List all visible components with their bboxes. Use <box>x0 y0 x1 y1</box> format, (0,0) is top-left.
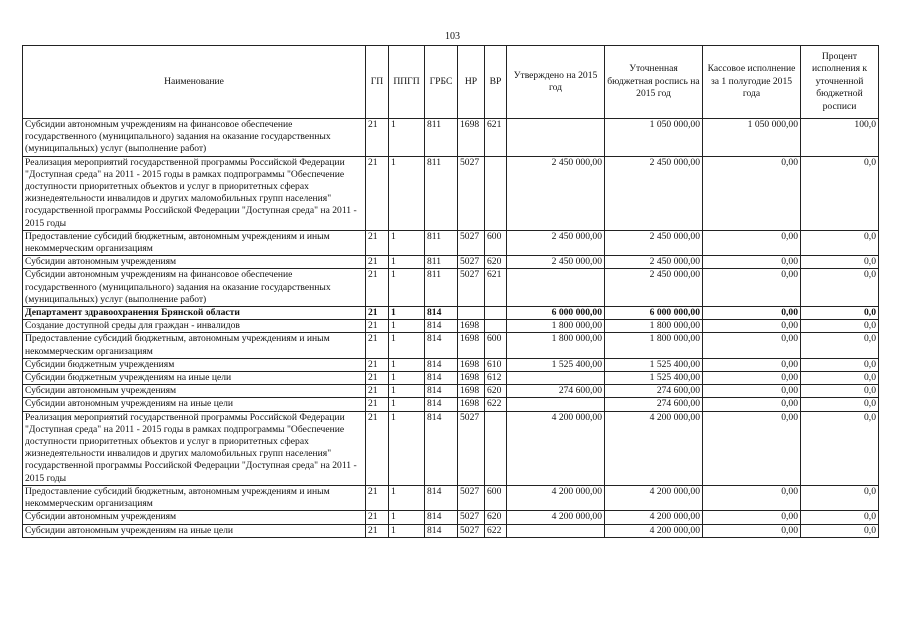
cell-refined: 4 200 000,00 <box>605 485 703 510</box>
cell-gp: 21 <box>366 385 389 398</box>
cell-gp: 21 <box>366 511 389 524</box>
cell-refined: 274 600,00 <box>605 385 703 398</box>
cell-grbs: 814 <box>425 411 458 485</box>
header-grbs: ГРБС <box>425 46 458 119</box>
cell-vr <box>485 411 507 485</box>
table-row <box>23 156 879 230</box>
cell-approved: 2 450 000,00 <box>507 230 605 255</box>
cell-approved <box>507 269 605 307</box>
cell-ppgp: 1 <box>389 485 425 510</box>
table-row <box>23 119 879 157</box>
cell-ppgp: 1 <box>389 358 425 371</box>
cell-cash: 0,00 <box>703 511 801 524</box>
cell-np: 5027 <box>458 156 485 230</box>
cell-name: Субсидии автономным учреждениям на иные цели <box>23 398 366 411</box>
cell-vr: 620 <box>485 511 507 524</box>
cell-ppgp: 1 <box>389 156 425 230</box>
cell-grbs: 811 <box>425 256 458 269</box>
cell-grbs: 814 <box>425 307 458 320</box>
cell-ppgp: 1 <box>389 269 425 307</box>
header-gp: ГП <box>366 46 389 119</box>
header-name: Наименование <box>23 46 366 119</box>
cell-name: Субсидии автономным учреждениям на финансовое обеспечение государственного (муниципального) задания на оказание государственных (муниципальных) услуг (выполнение работ) <box>23 119 366 157</box>
cell-approved: 1 525 400,00 <box>507 358 605 371</box>
cell-name: Субсидии автономным учреждениям <box>23 385 366 398</box>
cell-gp: 21 <box>366 156 389 230</box>
cell-gp: 21 <box>366 119 389 157</box>
cell-approved: 6 000 000,00 <box>507 307 605 320</box>
cell-vr: 600 <box>485 485 507 510</box>
cell-gp: 21 <box>366 320 389 333</box>
cell-cash: 0,00 <box>703 485 801 510</box>
cell-gp: 21 <box>366 230 389 255</box>
cell-ppgp: 1 <box>389 119 425 157</box>
cell-name: Субсидии бюджетным учреждениям на иные цели <box>23 372 366 385</box>
cell-ppgp: 1 <box>389 524 425 537</box>
cell-vr: 600 <box>485 230 507 255</box>
cell-cash: 0,00 <box>703 398 801 411</box>
cell-gp: 21 <box>366 256 389 269</box>
cell-refined: 2 450 000,00 <box>605 230 703 255</box>
cell-approved: 1 800 000,00 <box>507 320 605 333</box>
cell-name: Субсидии автономным учреждениям <box>23 256 366 269</box>
cell-ppgp: 1 <box>389 320 425 333</box>
cell-np <box>458 307 485 320</box>
cell-grbs: 811 <box>425 156 458 230</box>
cell-refined: 1 050 000,00 <box>605 119 703 157</box>
cell-ppgp: 1 <box>389 511 425 524</box>
cell-grbs: 814 <box>425 372 458 385</box>
cell-gp: 21 <box>366 358 389 371</box>
cell-grbs: 814 <box>425 524 458 537</box>
cell-cash: 0,00 <box>703 256 801 269</box>
table-row <box>23 256 879 269</box>
cell-gp: 21 <box>366 333 389 358</box>
cell-percent: 0,0 <box>801 398 879 411</box>
cell-cash: 0,00 <box>703 307 801 320</box>
cell-name: Субсидии бюджетным учреждениям <box>23 358 366 371</box>
cell-name: Предоставление субсидий бюджетным, автономным учреждениям и иным некоммерческим организациям <box>23 333 366 358</box>
cell-vr <box>485 156 507 230</box>
table-row <box>23 333 879 358</box>
table-row <box>23 511 879 524</box>
table-row <box>23 320 879 333</box>
cell-gp: 21 <box>366 411 389 485</box>
cell-cash: 1 050 000,00 <box>703 119 801 157</box>
table-body <box>23 119 879 538</box>
cell-percent: 0,0 <box>801 156 879 230</box>
table-row <box>23 411 879 485</box>
cell-percent: 0,0 <box>801 372 879 385</box>
cell-grbs: 814 <box>425 358 458 371</box>
cell-np: 1698 <box>458 119 485 157</box>
cell-vr <box>485 307 507 320</box>
cell-gp: 21 <box>366 372 389 385</box>
cell-approved <box>507 372 605 385</box>
cell-name: Предоставление субсидий бюджетным, автономным учреждениям и иным некоммерческим организациям <box>23 230 366 255</box>
cell-np: 5027 <box>458 269 485 307</box>
cell-approved: 4 200 000,00 <box>507 485 605 510</box>
cell-vr: 600 <box>485 333 507 358</box>
header-percent: Процент исполнения к уточненной бюджетной росписи <box>801 46 879 119</box>
cell-np: 5027 <box>458 524 485 537</box>
header-approved: Утверждено на 2015 год <box>507 46 605 119</box>
cell-ppgp: 1 <box>389 411 425 485</box>
cell-vr: 620 <box>485 385 507 398</box>
table-row <box>23 524 879 537</box>
cell-percent: 0,0 <box>801 307 879 320</box>
cell-refined: 2 450 000,00 <box>605 269 703 307</box>
cell-refined: 1 800 000,00 <box>605 320 703 333</box>
cell-percent: 0,0 <box>801 411 879 485</box>
cell-percent: 0,0 <box>801 320 879 333</box>
cell-percent: 100,0 <box>801 119 879 157</box>
cell-np: 1698 <box>458 333 485 358</box>
cell-cash: 0,00 <box>703 333 801 358</box>
cell-np: 1698 <box>458 398 485 411</box>
cell-percent: 0,0 <box>801 358 879 371</box>
cell-cash: 0,00 <box>703 320 801 333</box>
cell-percent: 0,0 <box>801 485 879 510</box>
cell-np: 1698 <box>458 320 485 333</box>
cell-name: Реализация мероприятий государственной программы Российской Федерации "Доступная среда" на 2011 - 2015 годы в рамках подпрограммы "Обеспечение доступности приоритетных объектов и услуг в приоритетных сферах жизнедеятельности инвалидов и других маломобильных групп населения" государственной программы Российской Федерации "Доступная среда" на 2011 - 2015 годы <box>23 156 366 230</box>
cell-refined: 1 800 000,00 <box>605 333 703 358</box>
cell-vr: 622 <box>485 524 507 537</box>
table-row <box>23 485 879 510</box>
cell-gp: 21 <box>366 398 389 411</box>
cell-name: Субсидии автономным учреждениям на финансовое обеспечение государственного (муниципального) задания на оказание государственных (муниципальных) услуг (выполнение работ) <box>23 269 366 307</box>
cell-gp: 21 <box>366 269 389 307</box>
table-row <box>23 358 879 371</box>
header-ppgp: ППГП <box>389 46 425 119</box>
cell-refined: 6 000 000,00 <box>605 307 703 320</box>
cell-grbs: 814 <box>425 398 458 411</box>
cell-gp: 21 <box>366 524 389 537</box>
header-vr: ВР <box>485 46 507 119</box>
cell-approved: 274 600,00 <box>507 385 605 398</box>
cell-ppgp: 1 <box>389 256 425 269</box>
cell-grbs: 814 <box>425 320 458 333</box>
cell-name: Создание доступной среды для граждан - инвалидов <box>23 320 366 333</box>
cell-vr <box>485 320 507 333</box>
cell-np: 5027 <box>458 485 485 510</box>
cell-name: Субсидии автономным учреждениям <box>23 511 366 524</box>
cell-refined: 274 600,00 <box>605 398 703 411</box>
cell-refined: 4 200 000,00 <box>605 411 703 485</box>
cell-vr: 610 <box>485 358 507 371</box>
cell-approved <box>507 398 605 411</box>
cell-refined: 2 450 000,00 <box>605 256 703 269</box>
cell-ppgp: 1 <box>389 385 425 398</box>
cell-grbs: 811 <box>425 119 458 157</box>
cell-cash: 0,00 <box>703 358 801 371</box>
cell-refined: 4 200 000,00 <box>605 524 703 537</box>
cell-approved <box>507 119 605 157</box>
cell-vr: 621 <box>485 119 507 157</box>
page-number: 103 <box>445 31 460 42</box>
cell-name: Предоставление субсидий бюджетным, автономным учреждениям и иным некоммерческим организациям <box>23 485 366 510</box>
cell-np: 1698 <box>458 385 485 398</box>
cell-grbs: 811 <box>425 269 458 307</box>
cell-ppgp: 1 <box>389 307 425 320</box>
cell-gp: 21 <box>366 307 389 320</box>
table-row <box>23 269 879 307</box>
cell-refined: 1 525 400,00 <box>605 372 703 385</box>
cell-percent: 0,0 <box>801 524 879 537</box>
cell-ppgp: 1 <box>389 333 425 358</box>
cell-approved <box>507 524 605 537</box>
table-row <box>23 230 879 255</box>
cell-approved: 2 450 000,00 <box>507 156 605 230</box>
cell-vr: 620 <box>485 256 507 269</box>
table-header-row <box>23 46 879 119</box>
cell-cash: 0,00 <box>703 372 801 385</box>
budget-table <box>22 45 879 538</box>
table-row <box>23 398 879 411</box>
cell-ppgp: 1 <box>389 398 425 411</box>
cell-percent: 0,0 <box>801 256 879 269</box>
cell-approved: 4 200 000,00 <box>507 411 605 485</box>
cell-approved: 1 800 000,00 <box>507 333 605 358</box>
table-row <box>23 307 879 320</box>
cell-approved: 4 200 000,00 <box>507 511 605 524</box>
cell-vr: 622 <box>485 398 507 411</box>
cell-name: Реализация мероприятий государственной программы Российской Федерации "Доступная среда" на 2011 - 2015 годы в рамках подпрограммы "Обеспечение доступности приоритетных объектов и услуг в приоритетных сферах жизнедеятельности инвалидов и других маломобильных групп населения" государственной программы Российской Федерации "Доступная среда" на 2011 - 2015 годы <box>23 411 366 485</box>
cell-grbs: 814 <box>425 385 458 398</box>
cell-np: 5027 <box>458 256 485 269</box>
header-refined: Уточненная бюджетная роспись на 2015 год <box>605 46 703 119</box>
cell-percent: 0,0 <box>801 230 879 255</box>
cell-percent: 0,0 <box>801 269 879 307</box>
cell-vr: 621 <box>485 269 507 307</box>
cell-grbs: 814 <box>425 485 458 510</box>
cell-grbs: 811 <box>425 230 458 255</box>
cell-grbs: 814 <box>425 511 458 524</box>
cell-np: 5027 <box>458 411 485 485</box>
table-row <box>23 372 879 385</box>
cell-percent: 0,0 <box>801 333 879 358</box>
cell-percent: 0,0 <box>801 385 879 398</box>
cell-refined: 2 450 000,00 <box>605 156 703 230</box>
cell-ppgp: 1 <box>389 230 425 255</box>
cell-vr: 612 <box>485 372 507 385</box>
cell-refined: 4 200 000,00 <box>605 511 703 524</box>
header-cash: Кассовое исполнение за 1 полугодие 2015 года <box>703 46 801 119</box>
cell-cash: 0,00 <box>703 269 801 307</box>
cell-grbs: 814 <box>425 333 458 358</box>
cell-np: 1698 <box>458 372 485 385</box>
cell-cash: 0,00 <box>703 230 801 255</box>
cell-ppgp: 1 <box>389 372 425 385</box>
cell-percent: 0,0 <box>801 511 879 524</box>
cell-gp: 21 <box>366 485 389 510</box>
cell-np: 1698 <box>458 358 485 371</box>
cell-cash: 0,00 <box>703 156 801 230</box>
cell-approved: 2 450 000,00 <box>507 256 605 269</box>
header-np: НР <box>458 46 485 119</box>
cell-cash: 0,00 <box>703 385 801 398</box>
cell-name: Департамент здравоохранения Брянской области <box>23 307 366 320</box>
cell-cash: 0,00 <box>703 524 801 537</box>
cell-np: 5027 <box>458 230 485 255</box>
cell-name: Субсидии автономным учреждениям на иные цели <box>23 524 366 537</box>
cell-np: 5027 <box>458 511 485 524</box>
cell-cash: 0,00 <box>703 411 801 485</box>
cell-refined: 1 525 400,00 <box>605 358 703 371</box>
table-row <box>23 385 879 398</box>
